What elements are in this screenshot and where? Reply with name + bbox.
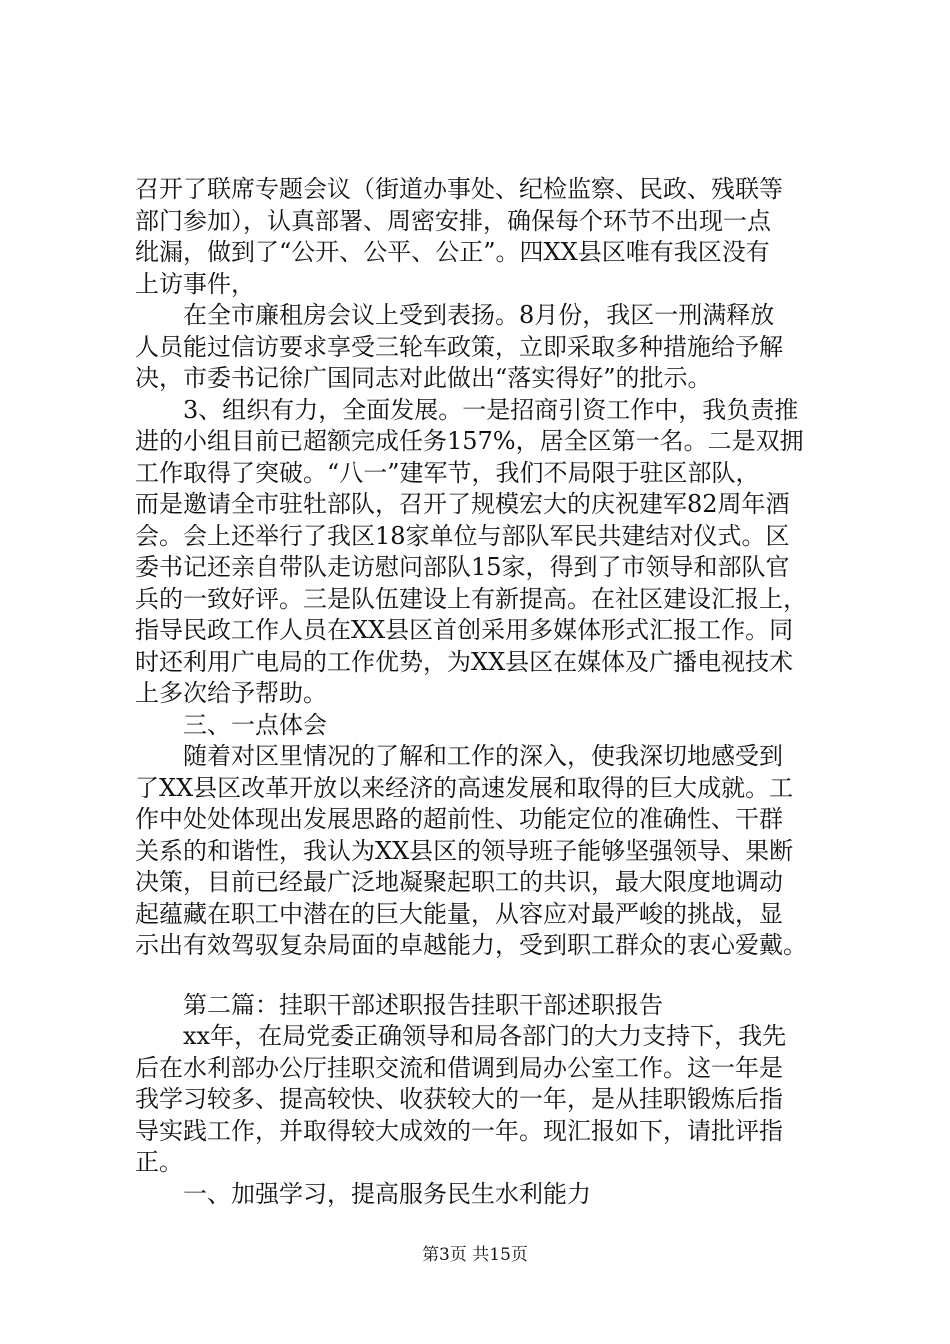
text-line: 在全市廉租房会议上受到表扬。8月份，我区一刑满释放 — [183, 301, 775, 329]
text-line: 我学习较多、提高较快、收获较大的一年，是从挂职锻炼后指 — [135, 1085, 783, 1113]
text-line: 三、一点体会 — [183, 710, 327, 739]
paragraph — [135, 1021, 835, 1179]
text-line: 进的小组目前已超额完成任务157%，居全区第一名。二是双拥 — [135, 427, 804, 455]
text-line: 正。 — [135, 1148, 183, 1176]
text-line: 指导民政工作人员在XX县区首创采用多媒体形式汇报工作。同 — [135, 616, 794, 644]
text-line: 了XX县区改革开放以来经济的高速发展和取得的巨大成就。工 — [135, 773, 794, 802]
text-line: 委书记还亲自带队走访慰问部队15家，得到了市领导和部队官 — [135, 553, 790, 581]
text-line: 部门参加），认真部署、周密安排，确保每个环节不出现一点 — [135, 206, 771, 235]
paragraph — [135, 300, 835, 395]
text-line: 工作取得了突破。“八一”建军节，我们不局限于驻区部队， — [135, 458, 760, 487]
text-line: 纰漏，做到了“公开、公平、公正”。四XX县区唯有我区没有 — [135, 238, 770, 266]
text-line: 上访事件， — [135, 269, 255, 298]
text-line: 第二篇：挂职干部述职报告挂职干部述职报告 — [183, 990, 663, 1019]
paragraph — [135, 741, 835, 962]
text-line: 起蕴藏在职工中潜在的巨大能量，从容应对最严峻的挑战，显 — [135, 899, 783, 928]
text-line: 后在水利部办公厅挂职交流和借调到局办公室工作。这一年是 — [135, 1053, 783, 1082]
text-line: 关系的和谐性，我认为XX县区的领导班子能够坚强领导、果断 — [135, 836, 794, 865]
text-line: 兵的一致好评。三是队伍建设上有新提高。在社区建设汇报上， — [135, 584, 807, 613]
text-line: 人员能过信访要求享受三轮车政策，立即采取多种措施给予解 — [135, 332, 783, 361]
page-footer: 第3页 共15页 — [422, 1245, 528, 1265]
text-line: 而是邀请全市驻牡部队，召开了规模宏大的庆祝建军82周年酒 — [135, 490, 790, 518]
text-line: 导实践工作，并取得较大成效的一年。现汇报如下，请批评指 — [135, 1116, 783, 1145]
text-line: 时还利用广电局的工作优势，为XX县区在媒体及广播电视技术 — [135, 647, 794, 676]
text-line: 3、组织有力，全面发展。一是招商引资工作中，我负责推 — [183, 395, 799, 424]
paragraph-gap — [135, 962, 835, 990]
text-line: 决策，目前已经最广泛地凝聚起职工的共识，最大限度地调动 — [135, 868, 783, 896]
document-body — [135, 174, 835, 1210]
paragraph — [135, 990, 835, 1022]
text-line: xx年，在局党委正确领导和局各部门的大力支持下，我先 — [183, 1022, 787, 1050]
text-line: 决，市委书记徐广国同志对此做出“落实得好”的批示。 — [135, 364, 712, 392]
paragraph — [135, 174, 835, 300]
text-line: 一、加强学习，提高服务民生水利能力 — [183, 1179, 591, 1208]
text-line: 作中处处体现出发展思路的超前性、功能定位的准确性、干群 — [135, 805, 783, 833]
text-line: 示出有效驾驭复杂局面的卓越能力，受到职工群众的衷心爱戴。 — [135, 931, 807, 959]
text-line: 上多次给予帮助。 — [135, 679, 327, 707]
text-line: 会。会上还举行了我区18家单位与部队军民共建结对仪式。区 — [135, 521, 790, 550]
paragraph — [135, 710, 835, 742]
text-line: 召开了联席专题会议（街道办事处、纪检监察、民政、残联等 — [135, 175, 783, 203]
paragraph — [135, 395, 835, 710]
paragraph — [135, 1179, 835, 1211]
text-line: 随着对区里情况的了解和工作的深入，使我深切地感受到 — [183, 742, 783, 770]
